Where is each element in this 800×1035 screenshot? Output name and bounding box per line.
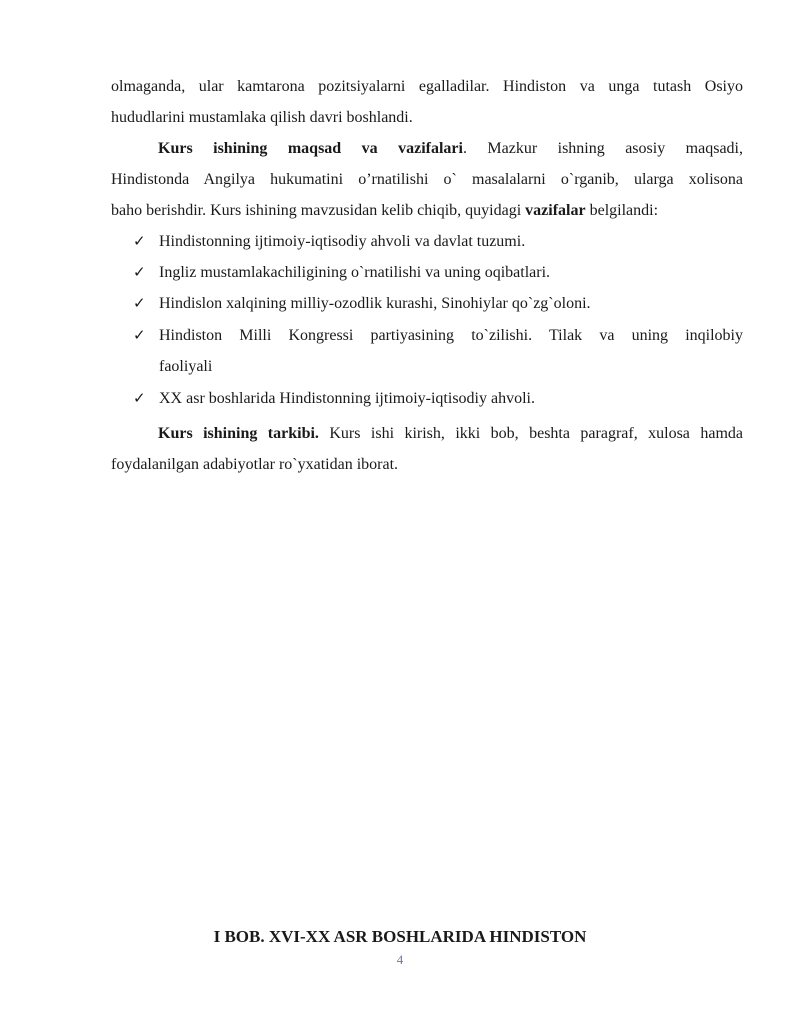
intro-paragraph (111, 71, 743, 133)
purpose-line-2: Hindistonda Angilya hukumatini o’rnatilishi o` masalalarni o`rganib, ularga xolisona (111, 171, 743, 188)
page-number: 4 (396, 952, 404, 967)
structure-paragraph (111, 418, 743, 480)
checkmark-icon: ✓ (133, 389, 146, 407)
purpose-paragraph (111, 133, 743, 226)
structure-line-2: foydalanilgan adabiyotlar ro`yxatidan iborat. (111, 456, 399, 473)
purpose-line-3-end: belgilandi: (585, 202, 659, 219)
checkmark-icon: ✓ (133, 326, 146, 344)
task-item-text: Hindistonning ijtimoiy-iqtisodiy ahvoli va davlat tuzumi. (159, 233, 526, 250)
checkmark-icon: ✓ (133, 232, 146, 250)
task-list-item (133, 383, 743, 414)
structure-line-1 (111, 418, 743, 449)
task-item-text: Ingliz mustamlakachiligining o`rnatilishi va uning oqibatlari. (159, 264, 551, 281)
task-item-text: XX asr boshlarida Hindistonning ijtimoiy-iqtisodiy ahvoli. (159, 390, 535, 407)
purpose-line-3 (111, 195, 743, 226)
checkmark-icon: ✓ (133, 263, 146, 281)
intro-line-2: hududlarini mustamlaka qilish davri boshlandi. (111, 109, 413, 126)
tasks-bold-word: vazifalar (525, 202, 586, 219)
task-list-item (133, 257, 743, 288)
purpose-line-1-rest: . Mazkur ishning asosiy maqsadi, (462, 140, 743, 157)
task-item-text: Hindiston Milli Kongressi partiyasining to`zilishi. Tilak va uning inqilobiy (159, 327, 743, 344)
intro-line-1: olmaganda, ular kamtarona pozitsiyalarni egalladilar. Hindiston va unga tutash Osiyo (111, 78, 743, 95)
task-list-item (133, 320, 743, 382)
task-item-text-continued: faoliyali (159, 358, 213, 375)
structure-bold-label: Kurs ishining tarkibi. (158, 425, 319, 442)
structure-line-1-rest: Kurs ishi kirish, ikki bob, beshta paragraf, xulosa hamda (318, 425, 743, 442)
chapter-heading: I BOB. XVI-XX ASR BOSHLARIDA HINDISTON (213, 927, 587, 946)
purpose-line-3-text: baho berishdir. Kurs ishining mavzusidan kelib chiqib, quyidagi (111, 202, 526, 219)
task-list-item (133, 226, 743, 257)
task-list-item (133, 288, 743, 319)
purpose-line-1 (111, 133, 743, 164)
checkmark-icon: ✓ (133, 294, 146, 312)
task-item-text: Hindislon xalqining milliy-ozodlik kurashi, Sinohiylar qo`zg`oloni. (159, 295, 591, 312)
purpose-bold-label: Kurs ishining maqsad va vazifalari (158, 140, 463, 157)
